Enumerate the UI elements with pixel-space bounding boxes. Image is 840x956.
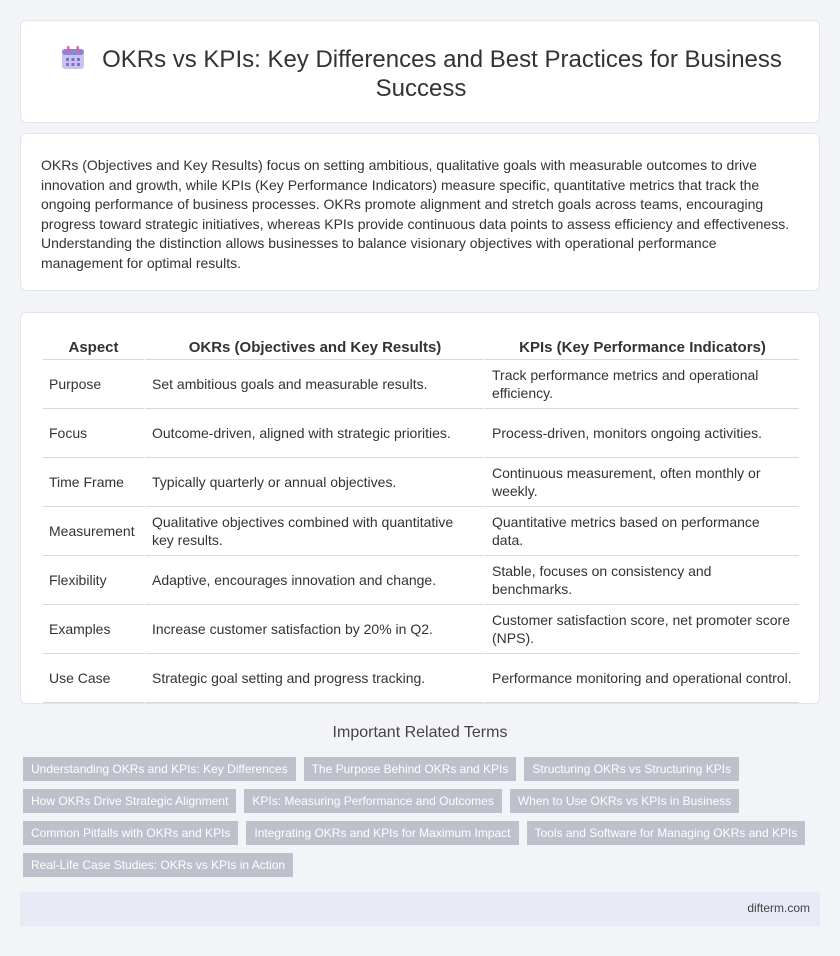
cell-aspect: Flexibility (43, 556, 144, 605)
related-terms-tags (23, 757, 813, 885)
table-row (43, 360, 799, 409)
related-term-tag[interactable]: How OKRs Drive Strategic Alignment (23, 789, 236, 813)
cell-aspect: Purpose (43, 360, 144, 409)
tag-row (23, 757, 813, 781)
comparison-table (43, 333, 799, 703)
calendar-icon (60, 45, 86, 71)
intro-text: OKRs (Objectives and Key Results) focus on setting ambitious, qualitative goals with measurable outcomes to drive innovation and growth, while KPIs (Key Performance Indicators) measure specific, quantitative metrics that track the ongoing performance of business processes. OKRs promote alignment and stretch goals across teams, encouraging progress toward strategic initiatives, whereas KPIs provide continuous data points to assess efficiency and effectiveness. Understanding the distinction allows businesses to balance visionary objectives with operational performance management for optimal results. (41, 157, 790, 271)
table-row (43, 458, 799, 507)
comparison-table-card (20, 312, 820, 704)
cell-kpis: Stable, focuses on consistency and benchmarks. (484, 556, 799, 605)
header-okrs: OKRs (Objectives and Key Results) (144, 333, 484, 360)
table-row (43, 605, 799, 654)
intro-card (20, 133, 820, 291)
related-terms-title: Important Related Terms (332, 724, 508, 741)
tag-row (23, 853, 813, 877)
page-title: OKRs vs KPIs: Key Differences and Best Practices for Business Success (102, 46, 782, 102)
tag-row (23, 821, 813, 845)
footer-bar (20, 892, 820, 926)
cell-okrs: Qualitative objectives combined with quantitative key results. (144, 507, 484, 556)
cell-aspect: Focus (43, 409, 144, 458)
header-kpis: KPIs (Key Performance Indicators) (484, 333, 799, 360)
footer-site-link[interactable]: difterm.com (747, 901, 810, 915)
cell-okrs: Set ambitious goals and measurable results. (144, 360, 484, 409)
table-header-row (43, 333, 799, 360)
cell-okrs: Increase customer satisfaction by 20% in Q2. (144, 605, 484, 654)
cell-okrs: Adaptive, encourages innovation and change. (144, 556, 484, 605)
cell-okrs: Strategic goal setting and progress tracking. (144, 654, 484, 703)
table-row (43, 654, 799, 703)
related-term-tag[interactable]: KPIs: Measuring Performance and Outcomes (244, 789, 501, 813)
tag-row (23, 789, 813, 813)
cell-kpis: Performance monitoring and operational control. (484, 654, 799, 703)
cell-kpis: Process-driven, monitors ongoing activities. (484, 409, 799, 458)
cell-aspect: Time Frame (43, 458, 144, 507)
header-card (20, 20, 820, 123)
related-term-tag[interactable]: Understanding OKRs and KPIs: Key Differences (23, 757, 296, 781)
related-term-tag[interactable]: Tools and Software for Managing OKRs and KPIs (527, 821, 806, 845)
cell-kpis: Quantitative metrics based on performance data. (484, 507, 799, 556)
cell-kpis: Customer satisfaction score, net promoter score (NPS). (484, 605, 799, 654)
cell-okrs: Typically quarterly or annual objectives. (144, 458, 484, 507)
page-title-wrap (21, 45, 821, 103)
table-row (43, 556, 799, 605)
related-term-tag[interactable]: Common Pitfalls with OKRs and KPIs (23, 821, 238, 845)
related-term-tag[interactable]: Structuring OKRs vs Structuring KPIs (524, 757, 739, 781)
table-row (43, 507, 799, 556)
cell-kpis: Continuous measurement, often monthly or weekly. (484, 458, 799, 507)
cell-aspect: Measurement (43, 507, 144, 556)
cell-okrs: Outcome-driven, aligned with strategic priorities. (144, 409, 484, 458)
related-term-tag[interactable]: When to Use OKRs vs KPIs in Business (510, 789, 739, 813)
related-term-tag[interactable]: Real-Life Case Studies: OKRs vs KPIs in Action (23, 853, 293, 877)
header-aspect: Aspect (43, 333, 144, 360)
related-term-tag[interactable]: Integrating OKRs and KPIs for Maximum Impact (246, 821, 518, 845)
table-row (43, 409, 799, 458)
related-term-tag[interactable]: The Purpose Behind OKRs and KPIs (304, 757, 517, 781)
cell-aspect: Examples (43, 605, 144, 654)
cell-kpis: Track performance metrics and operational efficiency. (484, 360, 799, 409)
cell-aspect: Use Case (43, 654, 144, 703)
